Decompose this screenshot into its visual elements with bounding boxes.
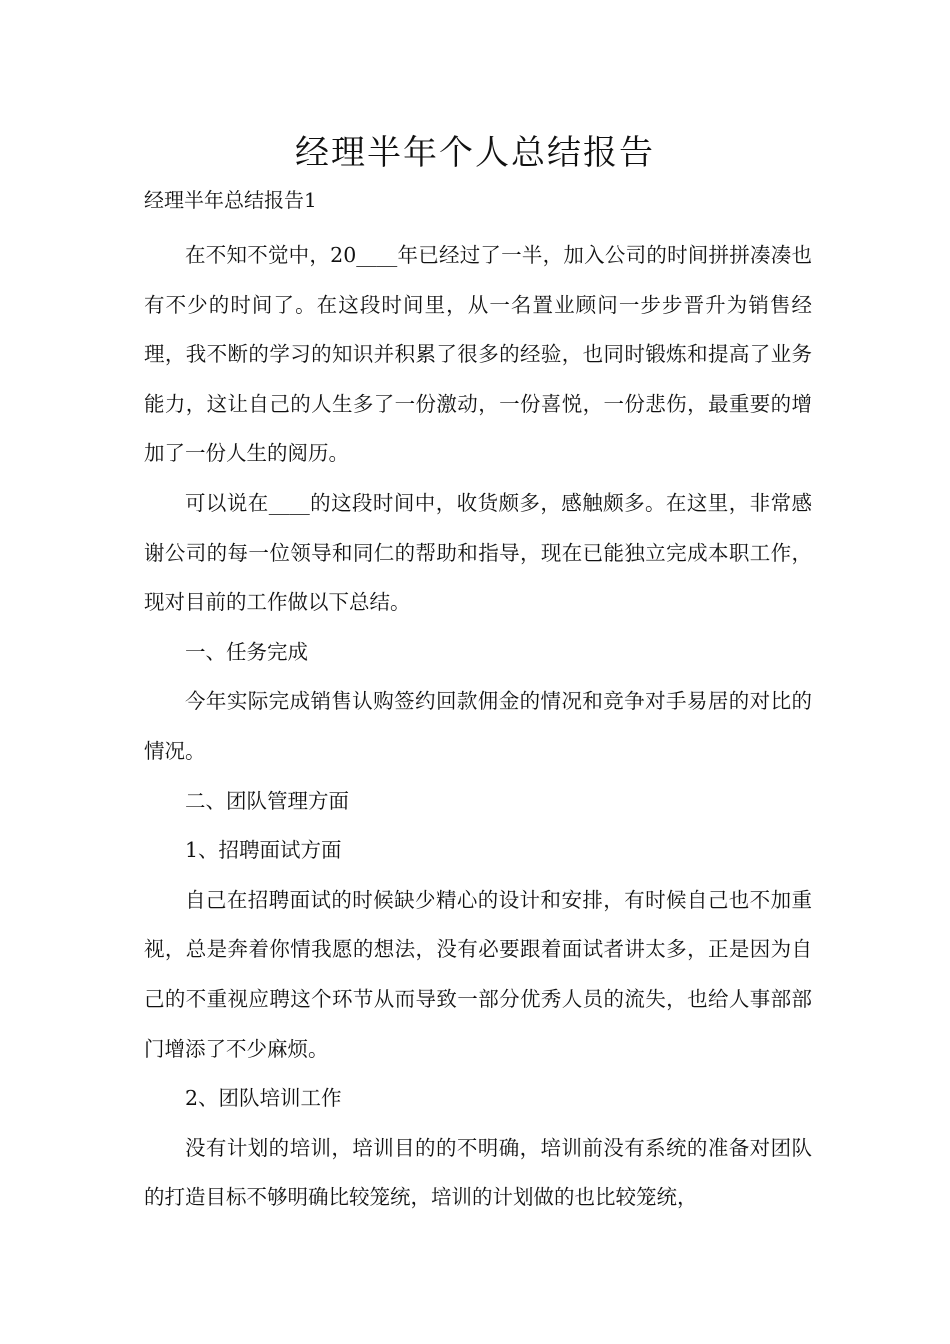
subsection-heading-recruiting: 1、招聘面试方面 xyxy=(185,838,342,863)
paragraph-thanks: 可以说在____的这段时间中，收货颇多，感触颇多。在这里，非常感谢公司的每一位领导和同仁的帮助和指导，现在已能独立完成本职工作，现对目前的工作做以下总结。 xyxy=(144,490,812,615)
paragraph-training: 没有计划的培训，培训目的的不明确，培训前没有系统的准备对团队的打造目标不够明确比较笼统，培训的计划做的也比较笼统， xyxy=(144,1135,812,1210)
paragraph-intro: 在不知不觉中，20____年已经过了一半，加入公司的时间拼拼凑凑也有不少的时间了。在这段时间里，从一名置业顾问一步步晋升为销售经理，我不断的学习的知识并积累了很多的经验，也同时锻炼和提高了业务能力，这让自己的人生多了一份激动，一份喜悦，一份悲伤，最重要的增加了一份人生的阅历。 xyxy=(144,243,812,466)
subsection-heading-training: 2、团队培训工作 xyxy=(185,1086,342,1111)
paragraph-task: 今年实际完成销售认购签约回款佣金的情况和竞争对手易居的对比的情况。 xyxy=(144,689,812,763)
document-subtitle: 经理半年总结报告1 xyxy=(144,188,317,212)
paragraph-recruiting: 自己在招聘面试的时候缺少精心的设计和安排，有时候自己也不加重视，总是奔着你情我愿的想法，没有必要跟着面试者讲太多，正是因为自己的不重视应聘这个环节从而导致一部分优秀人员的流失，也给人事部部门增添了不少麻烦。 xyxy=(144,887,812,1061)
section-heading-task: 一、任务完成 xyxy=(185,639,308,664)
document-title: 经理半年个人总结报告 xyxy=(295,133,655,173)
document-body xyxy=(144,231,812,1223)
section-heading-team: 二、团队管理方面 xyxy=(185,788,349,813)
